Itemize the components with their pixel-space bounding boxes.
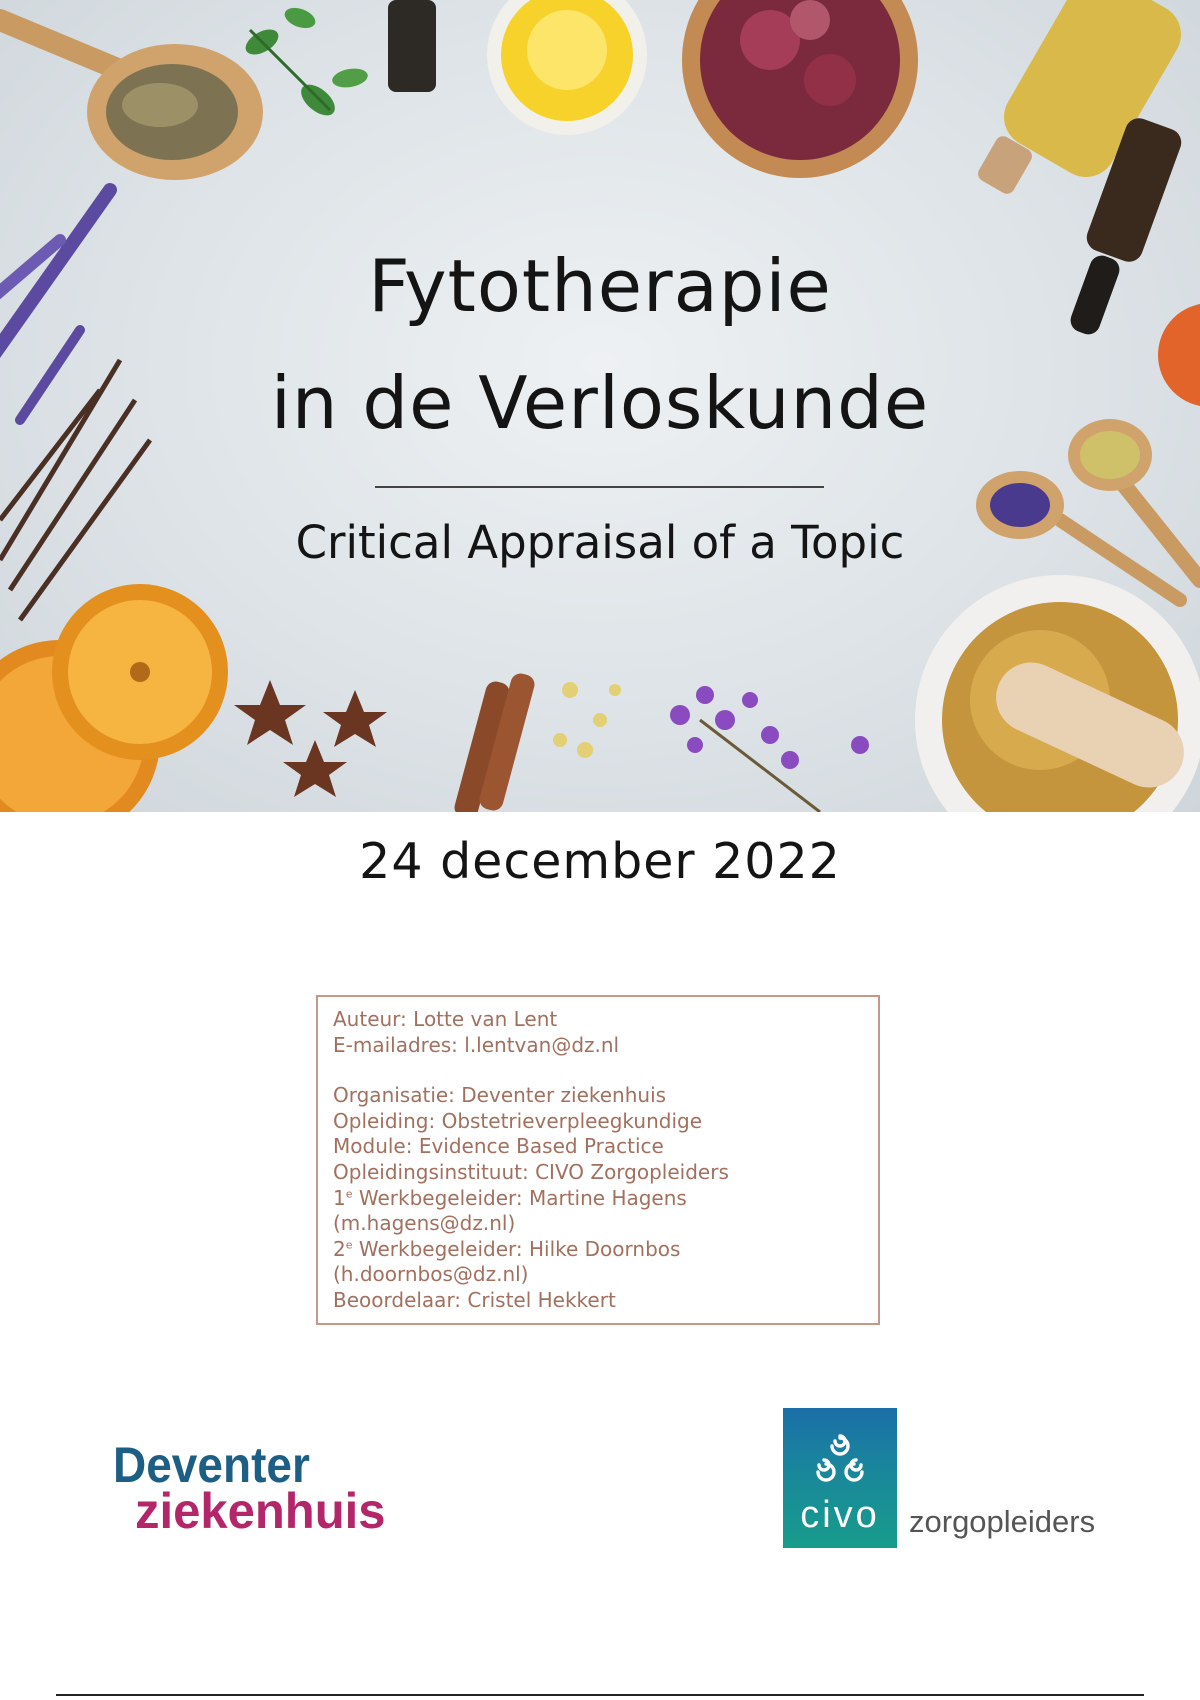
info-spacer: [333, 1058, 864, 1083]
supervisor-2-ordinal: 2: [333, 1236, 346, 1261]
dropper-bottle: [388, 0, 436, 92]
cover-date: 24 december 2022: [359, 833, 841, 890]
supervisor-1-email: (m.hagens@dz.nl): [333, 1211, 516, 1236]
footer-divider: [56, 1694, 1144, 1696]
yellow-candle: [487, 0, 647, 135]
deventer-logo-word-1: Deventer: [113, 1437, 310, 1493]
cover-title-line-1: Fytotherapie: [368, 244, 832, 328]
author-info-box: [316, 995, 880, 1325]
purple-flowers: [670, 686, 869, 812]
supervisor-2-name: Werkbegeleider: Hilke Doornbos: [352, 1236, 681, 1261]
supervisor-2-ordinal-suffix: e: [345, 1238, 353, 1252]
bowl-rose-petals: [682, 0, 918, 178]
supervisor-2-email: (h.doornbos@dz.nl): [333, 1262, 529, 1287]
supervisor-1-line: [333, 1186, 864, 1212]
cover-photo: [0, 0, 1200, 812]
star-anise: [234, 680, 387, 797]
chamomile-flowers: [553, 682, 621, 758]
civo-subtitle: zorgopleiders: [909, 1504, 1096, 1539]
title-divider: [375, 486, 824, 488]
assessor-line: Beoordelaar: Cristel Hekkert: [333, 1287, 616, 1312]
deventer-ziekenhuis-logo: [113, 1437, 391, 1539]
civo-swirl-icon: [810, 1430, 870, 1486]
cover-subtitle: Critical Appraisal of a Topic: [295, 516, 905, 569]
mortar-and-pestle: [915, 575, 1200, 812]
author-line: Auteur: Lotte van Lent: [333, 1007, 558, 1031]
organisation-line: Organisatie: Deventer ziekenhuis: [333, 1083, 667, 1108]
civo-logo: [783, 1408, 897, 1548]
spoons-right: [976, 419, 1200, 600]
supervisor-2-line: [333, 1237, 864, 1263]
supervisor-1-ordinal: 1: [333, 1185, 346, 1210]
email-line: E-mailadres: l.lentvan@dz.nl: [333, 1032, 620, 1057]
institute-line: Opleidingsinstituut: CIVO Zorgopleiders: [333, 1159, 729, 1184]
cinnamon-sticks: [452, 671, 536, 812]
module-line: Module: Evidence Based Practice: [333, 1134, 664, 1159]
wooden-spoon-herbs: [0, 20, 263, 180]
cover-title-line-2: in de Verloskunde: [270, 361, 930, 445]
supervisor-1-name: Werkbegeleider: Martine Hagens: [352, 1185, 687, 1210]
deventer-logo-word-2: ziekenhuis: [135, 1483, 386, 1539]
dried-orange-slices: [0, 584, 228, 812]
education-line: Opleiding: Obstetrieverpleegkundige: [333, 1108, 702, 1133]
supervisor-1-ordinal-suffix: e: [345, 1186, 353, 1200]
civo-wordmark: civo: [800, 1494, 880, 1536]
